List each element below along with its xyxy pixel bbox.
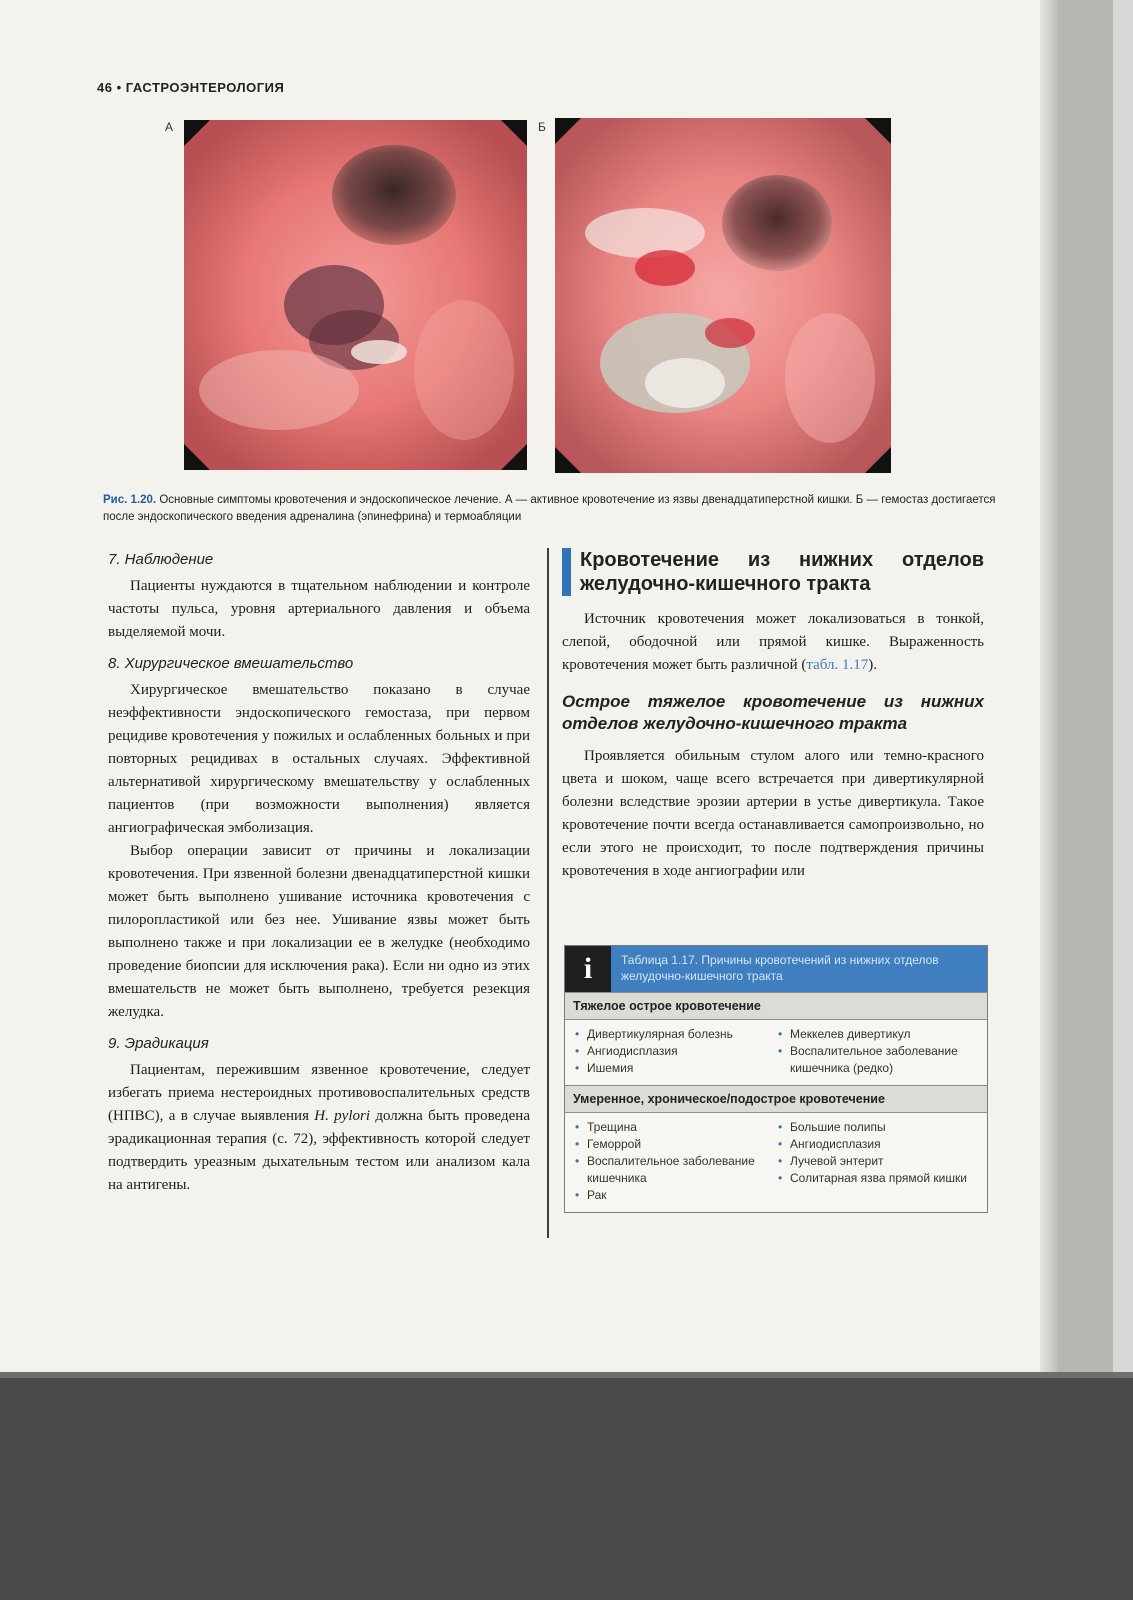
page-edge <box>1040 0 1058 1372</box>
subsection-heading: Острое тяжелое кровотечение из нижних отделов желудочно-кишечного тракта <box>562 692 984 733</box>
caption-text: Основные симптомы кровотечения и эндоскопическое лечение. А — активное кровотечение из язвы двенадцатиперстной кишки. Б — гемостаз достигается после эндоскопического введения адреналина (эпинефрина) и термоабляции <box>103 494 996 523</box>
table-link[interactable]: табл. 1.17 <box>806 657 869 673</box>
table-section-chronic <box>565 1113 987 1212</box>
list-item: • Солитарная язва прямой кишки <box>776 1170 979 1187</box>
endoscopy-image-a <box>184 120 527 470</box>
severe-causes-right <box>776 1026 979 1077</box>
table-section-chronic-title: Умеренное, хроническое/подострое кровотечение <box>565 1085 987 1113</box>
right-paragraph-2: Проявляется обильным стулом алого или темно-красного цвета и шоком, чаще всего встречается при дивертикулярной болезни вследствие эрозии артерии в устье дивертикула. Такое кровотечение почти всегда останавливается самопроизвольно, но если этого не происходит, то после подтверждения причины кровотечения в ходе ангиографии или <box>562 748 984 879</box>
right-paragraph-1: Источник кровотечения может локализоваться в тонкой, слепой, ободочной или прямой кишке. Выраженность кровотечения может быть различной (табл. 1.17). <box>562 611 984 673</box>
list-item: • Трещина <box>573 1119 776 1136</box>
list-item: • Ангиодисплазия <box>776 1136 979 1153</box>
right-column <box>562 548 984 883</box>
list-item: • Лучевой энтерит <box>776 1153 979 1170</box>
section-8-title: 8. Хирургическое вмешательство <box>108 655 354 672</box>
list-item: • Воспалительное заболевание кишечника <box>573 1153 776 1187</box>
list-item: • Ишемия <box>573 1060 776 1077</box>
header-separator: • <box>116 80 122 95</box>
header-section: ГАСТРОЭНТЕРОЛОГИЯ <box>125 80 285 95</box>
list-item: • Геморрой <box>573 1136 776 1153</box>
book-spine <box>1058 0 1113 1372</box>
column-divider <box>547 548 549 1238</box>
list-item: • Дивертикулярная болезнь <box>573 1026 776 1043</box>
table-section-severe <box>565 1020 987 1085</box>
list-item: • Воспалительное заболевание кишечника (редко) <box>776 1043 979 1077</box>
chronic-causes-left <box>573 1119 776 1204</box>
list-item: • Рак <box>573 1187 776 1204</box>
table-header <box>565 946 987 992</box>
severe-causes-left <box>573 1026 776 1077</box>
info-icon: i <box>565 946 611 992</box>
figure-caption <box>103 492 1013 526</box>
pathogen-name: H. pylori <box>314 1108 371 1124</box>
section-8-paragraph-2: Выбор операции зависит от причины и локализации кровотечения. При язвенной болезни двенадцатиперстной кишки может быть выполнено ушивание источника кровотечения с пилоропластикой или без нее. Ушивание язвы может быть выполнено также и при локализации ее в желудке (необходимо проведение биопсии для исключения рака). Если ни одно из этих вмешательств не может быть выполнено, требуется резекция желудка. <box>108 843 530 1020</box>
chronic-causes-right <box>776 1119 979 1187</box>
table-section-severe-title: Тяжелое острое кровотечение <box>565 992 987 1020</box>
endoscopy-image-b <box>555 118 891 473</box>
section-8-paragraph-1: Хирургическое вмешательство показано в случае неэффективности эндоскопического гемостаза, при первом рецидиве кровотечения у пожилых и ослабленных больных и при повторных рецидивах в остальных случаях. Эффективной альтернативой хирургическому вмешательству у ослабленных пациентов (при возможности выполнения) является ангиографическая эмболизация. <box>108 682 530 836</box>
scanner-background <box>0 1372 1133 1600</box>
list-item: • Меккелев дивертикул <box>776 1026 979 1043</box>
table-title: Таблица 1.17. Причины кровотечений из нижних отделов желудочно-кишечного тракта <box>621 953 939 983</box>
figure-label-b: Б <box>538 120 546 134</box>
section-7-paragraph: Пациенты нуждаются в тщательном наблюдении и контроле частоты пульса, уровня артериального давления и объема выделяемой мочи. <box>108 578 530 640</box>
section-9-title: 9. Эрадикация <box>108 1035 209 1052</box>
left-column <box>108 548 530 1197</box>
figure-reference: Рис. 1.20. <box>103 494 157 506</box>
list-item: • Большие полипы <box>776 1119 979 1136</box>
section-heading: Кровотечение из нижних отделов желудочно-кишечного тракта <box>562 548 984 596</box>
heading-accent-bar <box>562 548 571 596</box>
page-shadow <box>0 1372 1133 1378</box>
running-header <box>97 80 284 95</box>
list-item: • Ангиодисплазия <box>573 1043 776 1060</box>
figure-label-a: А <box>165 120 174 134</box>
table-1-17 <box>564 945 988 1213</box>
page-number: 46 <box>97 80 113 95</box>
section-7-title: 7. Наблюдение <box>108 551 214 568</box>
section-9-paragraph: Пациентам, пережившим язвенное кровотечение, следует избегать приема нестероидных противовоспалительных средств (НПВС), а в случае выявления H. pylori должна быть проведена эрадикационная терапия (с. 72), эффективность которой следует подтвердить уреазным дыхательным тестом или анализом кала на антигены. <box>108 1062 530 1193</box>
